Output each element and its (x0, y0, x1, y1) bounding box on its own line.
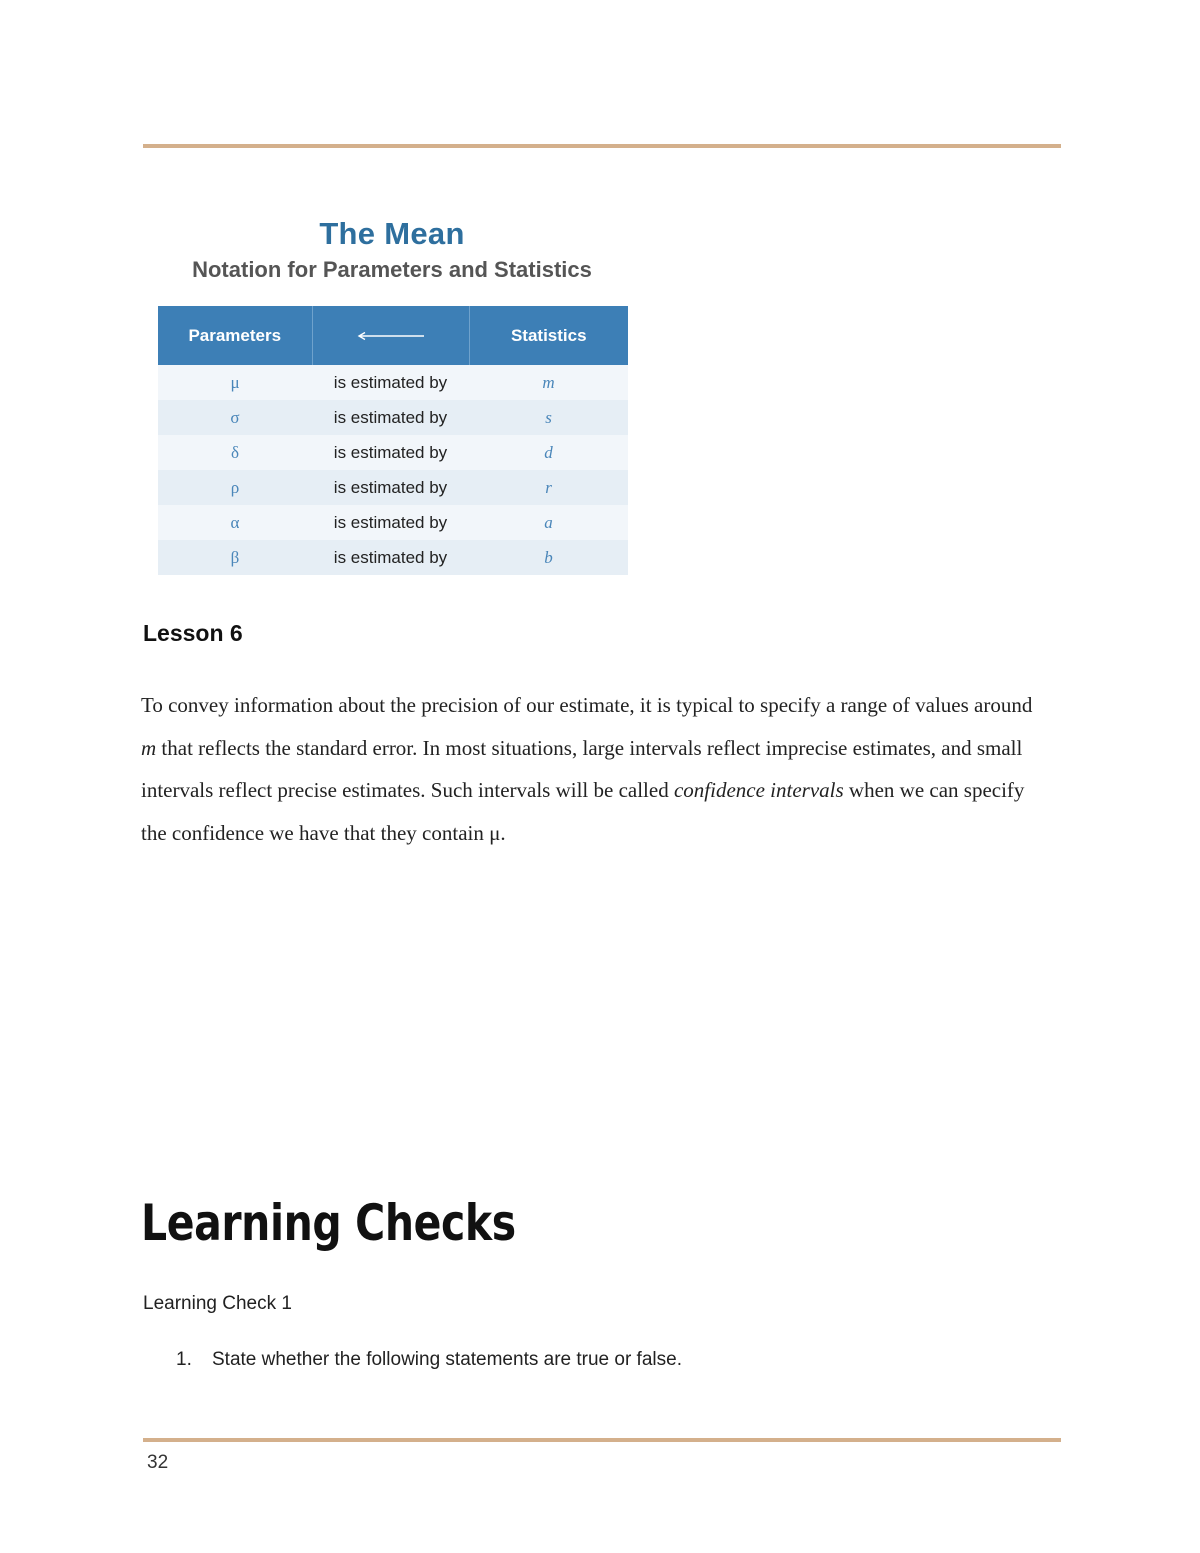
stat-symbol: s (469, 400, 628, 435)
para-text: when we can specify the confidence we have that they contain μ. (141, 778, 1025, 845)
list-item-number: 1. (176, 1349, 192, 1370)
stat-symbol: a (469, 505, 628, 540)
relation-text: is estimated by (312, 470, 469, 505)
footer-rule (143, 1438, 1061, 1442)
relation-text: is estimated by (312, 365, 469, 400)
relation-text: is estimated by (312, 400, 469, 435)
learning-check-subheading: Learning Check 1 (143, 1293, 292, 1314)
notation-figure (158, 212, 628, 587)
relation-text: is estimated by (312, 505, 469, 540)
left-arrow-icon (356, 331, 426, 341)
para-text: To convey information about the precision of our estimate, it is typical to specify a range of values around (141, 693, 1033, 717)
param-symbol: σ (158, 400, 312, 435)
learning-checks-heading: Learning Checks (141, 1194, 516, 1252)
param-symbol: μ (158, 365, 312, 400)
para-text: that reflects the standard error. In most situations, large intervals reflect imprecise estimates, and small intervals reflect precise estimates. Such intervals will be called (141, 735, 1023, 802)
list-item-text: State whether the following statements are true or false. (212, 1349, 682, 1370)
stat-symbol: r (469, 470, 628, 505)
table-row (158, 540, 628, 575)
table-row (158, 470, 628, 505)
table-row (158, 505, 628, 540)
lesson-heading: Lesson 6 (143, 620, 243, 646)
list-item (176, 1349, 682, 1371)
param-symbol: α (158, 505, 312, 540)
stat-symbol: d (469, 435, 628, 470)
header-statistics: Statistics (469, 306, 628, 365)
header-arrow (312, 306, 469, 365)
figure-subtitle: Notation for Parameters and Statistics (192, 257, 592, 282)
table-row (158, 365, 628, 400)
table-row (158, 435, 628, 470)
header-rule (143, 144, 1061, 148)
table-header-row (158, 306, 628, 365)
figure-title: The Mean (319, 216, 465, 251)
page-number: 32 (147, 1452, 169, 1473)
relation-text: is estimated by (312, 435, 469, 470)
param-symbol: β (158, 540, 312, 575)
notation-table (158, 306, 628, 575)
para-italic-m: m (141, 735, 157, 760)
table-row (158, 400, 628, 435)
para-italic-term: confidence intervals (673, 778, 844, 802)
param-symbol: ρ (158, 470, 312, 505)
header-parameters: Parameters (158, 306, 312, 365)
stat-symbol: m (469, 365, 628, 400)
relation-text: is estimated by (312, 540, 469, 575)
param-symbol: δ (158, 435, 312, 470)
stat-symbol: b (469, 540, 628, 575)
lesson-paragraph (141, 684, 1046, 854)
